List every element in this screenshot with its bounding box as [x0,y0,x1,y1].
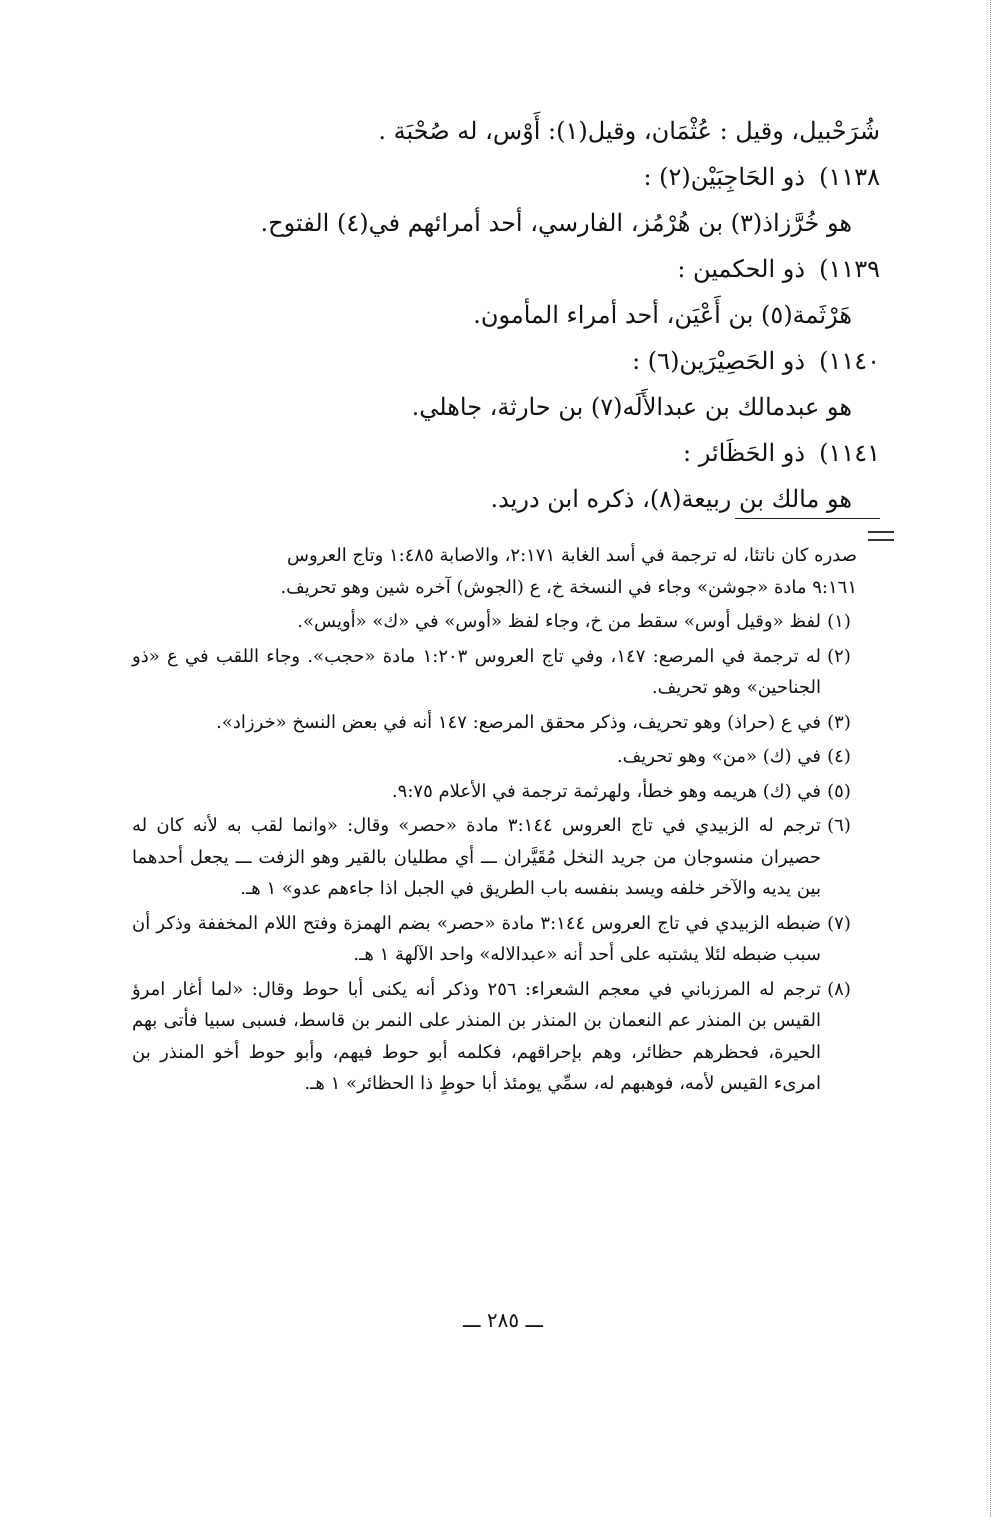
footnote-4 [132,741,857,773]
entry-heading-1140 [150,338,880,384]
footnote-continuation [132,540,857,603]
entry-body-1140 [150,384,880,430]
footnote-number: (٨) [827,978,851,1000]
entry-title: ذو الحكمين : [677,255,806,283]
footnote-number: (٦) [827,815,851,836]
footnote-number: (١) [827,611,851,632]
main-text [150,108,880,522]
footnote-number: (٧) [827,912,851,934]
footnote-6 [132,810,857,905]
footnote-text: لفظ «وقيل أوس» سقط من خ، وجاء لفظ «أوس» في «ك» «أويس». [297,611,821,632]
footnote-text: ترجم له المرزباني في معجم الشعراء: ٢٥٦ وذكر أنه يكنى أبا حوط وقال: «لما أغار امرؤ القيس بن المنذر عم النعمان بن المنذر بن المنذر على النمر بن قاسط، فسبى سبيا فأتى بهم الحيرة، فحظرهم حظائر، وهم بإحراقهم، فكلمه أبو حوط فيهم، وأبو حوط أخو المنذر بن امرىء القيس لأمه، فوهبهم له، سمِّي يومئذ أبا حوطٍ ذا الحظائر» ١ هـ. [132,978,821,1094]
entry-text: هو مالك بن ربيعة(٨)، ذكره ابن دريد. [490,485,852,513]
entry-text: شُرَحْبيل، وقيل : عُثْمَان، وقيل(١): أَوْس، له صُحْبَة . [378,117,880,145]
entry-title: ذو الحَصِيْرَين(٦) : [632,347,806,375]
footnote-text: له ترجمة في المرصع: ١٤٧، وفي تاج العروس ١:٢٠٣ مادة «حجب». وجاء اللقب في ع «ذو الجناحين» وهو تحريف. [132,645,822,698]
entry-heading-1138 [150,154,880,200]
entry-body-1141 [150,476,880,522]
footnote-number: (٣) [827,711,851,733]
entry-text: هَرْثَمة(٥) بن أَعْيَن، أحد أمراء المأمون. [473,301,852,329]
footnote-number: (٢) [827,645,851,667]
entry-number: ١١٤٠) [819,347,880,375]
footnote-text: ضبطه الزبيدي في تاج العروس ٣:١٤٤ مادة «حصر» بضم الهمزة وفتح اللام المخففة وذكر أن سبب ضبطه لئلا يشتبه على أحد أنه «عبدالاله» واحد الآلهة ١ هـ. [132,912,822,965]
entry-number: ١١٣٨) [819,163,880,191]
entry-body-1139 [150,292,880,338]
footnote-divider [735,518,880,519]
entry-text: هو خُرَّزاذ(٣) بن هُرْمُز، الفارسي، أحد أمرائهم في(٤) الفتوح. [260,209,852,237]
entry-heading-1139 [150,246,880,292]
scan-page-edge [990,0,993,1517]
footnote-text: ترجم له الزبيدي في تاج العروس ٣:١٤٤ مادة «حصر» وقال: «وانما لقب به لأنه كان له حصيران منسوجان من جريد النخل مُقَيَّران ـــ أي مطليان بالقير وهو الزفت ـــ يجعل أحدهما بين يديه والآخر خلفه ويسد بنفسه باب الطريق في الجبل اذا جاءهم عدو» ١ هـ. [132,815,821,899]
footnote-8 [132,974,857,1100]
entry-body-1138 [150,200,880,246]
entry-number: ١١٣٩) [819,255,880,283]
footnote-number: (٤) [827,746,851,767]
footnote-number: (٥) [827,780,851,802]
entry-number: ١١٤١) [819,439,880,467]
footnote-text: في ع (حراذ) وهو تحريف، وذكر محقق المرصع: ١٤٧ أنه في بعض النسخ «خرزاد». [216,711,821,733]
entry-title: ذو الحَظَائر : [683,439,806,467]
entry-text: هو عبدمالك بن عبدالأَلَه(٧) بن حارثة، جاهلي. [411,393,852,421]
footnote-2 [132,641,857,704]
footnote-7 [132,908,857,971]
page-number: ـــ ٢٨٥ ـــ [462,1308,544,1332]
entry-heading-1141 [150,430,880,476]
footnotes-section [132,540,857,1103]
footnote-3 [132,707,857,739]
footnote-text: في (ك) «من» وهو تحريف. [616,746,821,767]
footnote-line: ٩:١٦١ مادة «جوشن» وجاء في النسخة خ، ع (الجوش) آخره شين وهو تحريف. [280,576,857,598]
entry-title: ذو الحَاجِبَيْن(٢) : [643,163,806,191]
continuation-mark [868,531,894,541]
entry-continuation-line [150,108,880,154]
footnote-1 [132,606,857,638]
footnote-text: في (ك) هريمه وهو خطأ، ولهرثمة ترجمة في الأعلام ٩:٧٥. [391,780,821,802]
footnote-5 [132,776,857,808]
footnote-line: صدره كان ناتئا، له ترجمة في أسد الغابة ٢:١٧١، والاصابة ١:٤٨٥ وتاج العروس [287,545,857,566]
